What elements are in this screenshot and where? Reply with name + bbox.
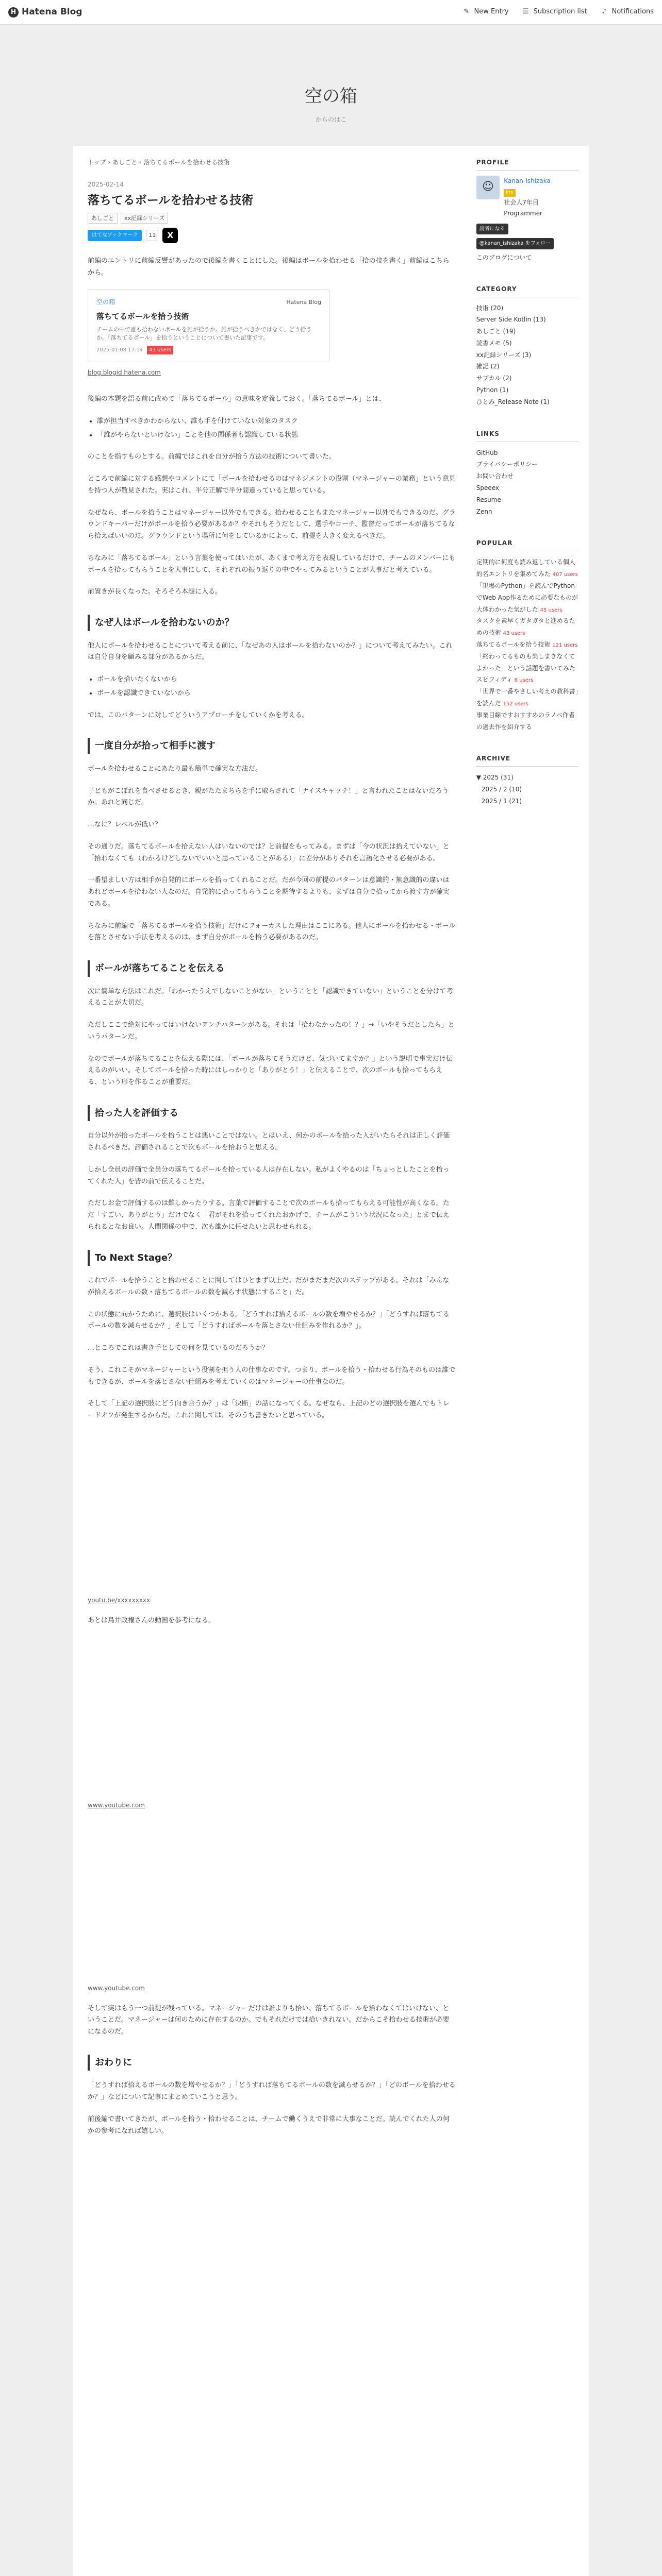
about-link[interactable]: このブログについて [476, 253, 532, 261]
category-link[interactable]: Server Side Kotlin (13) [476, 316, 546, 324]
paragraph: 前後編で書いてきたが、ボールを拾う・拾わせることは、チームで働くうえで非常に大事なことだ。読んでくれた人の何かの参考になれば嬉しい。 [88, 2115, 450, 2135]
archive-section [476, 753, 578, 807]
section-heading: ボールが落ちてることを伝える [88, 960, 456, 977]
new-entry-label: New Entry [474, 8, 509, 16]
blog-card-embed[interactable] [88, 289, 330, 362]
subscription-label: Subscription list [533, 8, 587, 16]
x-follow-button[interactable]: @kanan_ishizaka をフォロー [476, 238, 554, 249]
category-link[interactable]: ひとみ_Release Note (1) [476, 398, 550, 405]
external-link[interactable]: Resume [476, 496, 501, 503]
sidebar [476, 157, 578, 2576]
video-embed-placeholder[interactable] [88, 1432, 456, 1587]
bookmark-count[interactable]: 11 [146, 230, 158, 241]
paragraph: なぜなら、ボールを拾うことはマネージャー以外でもできる。拾わせることもまたマネージャー以外でもできるのだ。グラウンドキーパーだけがボールを拾う必要があるか？やそれもそうだとして、選手やコーチ、監督だってボールが落ちてるなら拾えばいいのだ。グラウンドという場所に何をしているかによって、前提を大きく変えるべきだ。 [88, 509, 456, 540]
links-heading: LINKS [476, 429, 578, 442]
users-badge[interactable]: 43 users [503, 631, 525, 637]
popular-entry[interactable] [476, 615, 578, 639]
hatena-bookmark-button[interactable]: はてなブックマーク [88, 230, 142, 241]
paragraph: そして実はもう一つ前提が残っている。マネージャーだけは誰よりも拾い、落ちてるボールを拾わなくてはいけない、ということだ。マネージャーは何のために存在するのか。でもそれだけでは拾いきれない。だからこそ拾わせる技術が必要になるのだ。 [88, 2004, 450, 2036]
embed-author[interactable]: 空の箱 [96, 298, 115, 306]
external-link[interactable]: Speeex [476, 484, 500, 492]
users-badge[interactable]: 6 users [514, 677, 534, 684]
page-container [73, 146, 589, 2576]
category-link[interactable]: あしごと (19) [476, 328, 516, 335]
definition-list [97, 416, 456, 442]
video-embed-placeholder[interactable] [88, 1820, 456, 1975]
paragraph: その通りだ。落ちてるボールを拾えない人はいないのでは？と前提をもってみる。まずは「今の状況は拾えていない」と「拾わなくても（わかるけどしないでいいと思っていることがある）」に差分がありそれを言語化させる必要がある。 [88, 842, 450, 862]
paragraph: しかし全員の評価で全員分の落ちてるボールを拾っている人は存在しない。私がよくやるのは「ちょっとしたことを拾ってくれた人」を皆の前で伝えることだ。 [88, 1165, 450, 1185]
embed-date: 2025-01-08 17:14 [96, 347, 143, 353]
paragraph: この状態に向かうために、選択肢はいくつかある。「どうすれば拾えるボールの数を増やせるか？」「どうすれば落ちてるボールの数を減らせるか？」そして「どうすればボールを落とさない仕組みを作れるか？」。 [88, 1310, 450, 1330]
blog-subtitle: からのはこ [315, 115, 346, 123]
category-link[interactable]: 読書メモ (5) [476, 339, 512, 347]
section-heading: To Next Stage？ [88, 1250, 456, 1266]
article [88, 157, 456, 2576]
paragraph: ただしお金で評価するのは難しかったりする。言葉で評価することで次のボールも拾ってもらえる可能性が高くなる。ただ「すごい、ありがとう」だけでなく「君がそれを拾ってくれたおかげで、チームがこういう状況になった」とまで伝えられるとなお良い。人間関係の中で、次も誰かに任せたいと思わせられる。 [88, 1199, 450, 1231]
blog-title[interactable]: 空の箱 [305, 86, 357, 107]
post-title[interactable]: 落ちてるボールを拾わせる技術 [88, 193, 254, 207]
subscription-list-button[interactable] [521, 6, 587, 18]
brand-label: Hatena Blog [22, 6, 82, 17]
external-link[interactable]: GitHub [476, 449, 498, 456]
post-date[interactable]: 2025-02-14 [88, 180, 124, 188]
pro-badge: Pro [504, 189, 515, 197]
paragraph: 子どもがこぼれを食べさせるとき、親がたたまちらを手に取らされて「ナイスキャッチ！」と言われたことはないだろうか。あれと同じだ。 [88, 787, 449, 807]
paragraph: そして「上記の選択肢にどう向き合うか？」は「決断」の話になってくる。なぜなら、上記のどの選択肢を選んでもトレードオフが発生するからだ。これに関しては、そのうち書きたいと思っている。 [88, 1400, 450, 1420]
paragraph: ただしここで絶対にやってはいけないアンチパターンがある。それは「拾わなかったの！？」→「いやそうだとしたら」というパターンだ。 [88, 1021, 455, 1041]
popular-title[interactable]: 「現場のPython」を読んでPythonでWeb App作るために必要なものが大体わかった気がした [476, 582, 578, 613]
paragraph: なのでボールが落ちてることを伝える際には、「ボールが落ちてそうだけど、気づいてますか？」という説明で事実だけ伝えるのがいい。そしてボールを拾った時にはしっかりと「ありがとう！」と伝えることで、次のボールも拾ってもらえる、という形を作ることが重要だ。 [88, 1055, 453, 1087]
video-embed-placeholder[interactable] [88, 1637, 456, 1792]
archive-month[interactable]: 2025 / 2 (10) [481, 786, 522, 793]
paragraph: …ところでこれは書き手としての何を見ているのだろうか？ [88, 1344, 269, 1352]
hatena-blog-label: Hatena Blog [286, 299, 321, 306]
popular-entry[interactable] [476, 639, 578, 651]
subscribe-button[interactable]: 読者になる [476, 224, 508, 235]
x-share-icon[interactable]: X [162, 228, 178, 243]
popular-title[interactable]: 落ちてるボールを拾う技術 [476, 641, 551, 649]
popular-entry[interactable] [476, 556, 578, 580]
archive-heading: ARCHIVE [476, 753, 578, 767]
paragraph: ちなみに「落ちてるボール」という言葉を使ってはいたが、あくまで考え方を表現しているだけで、チームのメンバーにもボールを拾ってもらうことを大事にして、それぞれの振り返りの中でやってみるということが大事だと考えている。 [88, 554, 456, 574]
paragraph: 前置きが長くなった。そろそろ本題に入る。 [88, 588, 222, 596]
users-badge[interactable]: 407 users [552, 572, 578, 578]
embed-description: チームの中で誰も拾わないボールを誰が拾うか。誰が拾うべきかではなく、どう拾うか。「落ちてるボール」を拾うということについて書いた記事です。 [96, 326, 312, 342]
popular-title[interactable]: タスクを素早くガタガタと進めるための技術 [476, 617, 575, 637]
profile-bio: 社会人7年目 Programmer [504, 198, 542, 217]
breadcrumb[interactable]: トップ › あしごと › 落ちてるボールを拾わせる技術 [88, 158, 230, 166]
popular-entry[interactable] [476, 686, 578, 709]
external-link[interactable]: プライバシーポリシー [476, 461, 538, 468]
hatena-logo-icon: H [8, 7, 19, 18]
paragraph: 後編の本題を語る前に改めて「落ちてるボール」の意味を定義しておく。「落ちてるボール」とは、 [88, 395, 386, 403]
archive-month[interactable]: 2025 / 1 (21) [481, 798, 522, 805]
category-link[interactable]: サブカル (2) [476, 375, 512, 382]
blog-header [0, 25, 662, 146]
archive-year[interactable]: ▼ 2025 (31) [476, 774, 514, 782]
paragraph: ボールを拾わせることにあたり最も簡単で確実な方法だ。 [88, 765, 262, 773]
profile-section [476, 157, 578, 263]
list-item: • ボールを拾いたくないから [97, 674, 456, 686]
profile-name[interactable]: Kanan-Ishizaka [504, 177, 551, 184]
paragraph: 他人にボールを拾わせることについて考える前に、「なぜあの人はボールを拾わないのか？」について考えてみたい。これは自分自身を顧みる部分があるからだ。 [88, 641, 453, 662]
section-heading: 一度自分が拾って相手に渡す [88, 738, 456, 754]
avatar[interactable]: ☺ [476, 176, 500, 199]
post-categories [88, 213, 456, 224]
popular-entry[interactable] [476, 651, 578, 686]
paragraph: 「どうすれば拾えるボールの数を増やせるか？」「どうすれば落ちてるボールの数を減らせるか？」「どのボールを拾わせるか？」などについて記事にまとめていこうと思う。 [88, 2081, 456, 2102]
embed-title[interactable]: 落ちてるボールを拾う技術 [96, 312, 189, 321]
popular-entry[interactable] [476, 709, 578, 733]
category-section [476, 284, 578, 408]
paragraph: あとは鳥井政権さんの動画を参考になる。 [88, 1616, 216, 1624]
category-link[interactable]: 技術 (20) [476, 304, 504, 312]
paragraph: 次に簡単な方法はこれだ。「わかったうえでしないことがない」ということと「認識できていない」ということを分けて考えることが大切だ。 [88, 987, 453, 1007]
paragraph: ちなみに前編で「落ちてるボールを拾う技術」だけにフォーカスした理由はここにある。他人にボールを拾わせる・ボールを落とさせない手法を考えるのは、まず自分がボールを拾う必要があるのだ。 [88, 922, 456, 942]
notifications-button[interactable] [600, 6, 654, 18]
list-item: • 「誰がやらないといけない」ことを他の関係者も認識している状態 [97, 430, 456, 442]
paragraph: 前編のエントリに前編反響があったので後編を書くことにした。後編はボールを拾わせる「拾の技を書く」前編はこちらから。 [88, 257, 450, 277]
paragraph: そう、これこそがマネージャーという役割を担う人の仕事なのです。つまり、ボールを拾う・拾わせる行為そのものは誰でもできるが、ボールを落とさない仕組みを考えていくのはマネージャーの仕事なのだ。 [88, 1366, 456, 1386]
video-link[interactable]: youtu.be/xxxxxxxxx [88, 1596, 151, 1604]
section-heading: 拾った人を評価する [88, 1105, 456, 1122]
popular-title[interactable]: 事業目線ですおすすめのラノベ作者の過去作を紹介する [476, 711, 575, 731]
category-link[interactable]: xx記録シリーズ (3) [476, 351, 532, 359]
video-link[interactable]: www.youtube.com [88, 1801, 145, 1809]
users-badge[interactable]: 45 users [540, 607, 562, 613]
video-link[interactable]: www.youtube.com [88, 1984, 145, 1992]
list-item: • ボールを認識できていないから [97, 688, 456, 700]
share-bar [88, 228, 456, 243]
external-link[interactable]: お問い合わせ [476, 472, 514, 480]
users-badge[interactable]: 121 users [552, 642, 578, 649]
notifications-label: Notifications [611, 8, 654, 16]
paragraph: これでボールを拾うことと拾わせることに関してはひとまず以上だ。だがまだまだ次のステップがある。それは「みんなが拾えるボールの数・落ちてるボールの数を減らす状態にすること」だ。 [88, 1277, 450, 1296]
section-heading: なぜ人はボールを拾わないのか？ [88, 615, 456, 631]
users-badge[interactable]: 152 users [503, 701, 528, 707]
category-tag[interactable]: xx記録シリーズ [121, 213, 168, 224]
category-heading: CATEGORY [476, 284, 578, 297]
hatena-brand[interactable] [8, 5, 82, 20]
section-heading: おわりに [88, 2055, 456, 2071]
popular-section [476, 538, 578, 733]
list-item: • 誰が担当すべきかわからない、誰も手を付けていない対象のタスク [97, 416, 456, 428]
pencil-icon: ✎ [464, 8, 469, 16]
new-entry-button[interactable] [462, 6, 509, 18]
popular-title[interactable]: 定期的に何度も読み返している個人的名エントリを集めてみた [476, 558, 575, 578]
paragraph: 一番望ましい方は相手が自発的にボールを拾ってくれることだ。だが今回の前提のパターンは意識的・無意識的の違いはあれどボールを拾わない人なのだ。自発的に拾ってもらうことを期待するよりも、まずは自分で拾ってから渡す方が確実である。 [88, 876, 450, 908]
paragraph: では、このパターンに対してどういうアプローチをしていくかを考える。 [88, 711, 309, 719]
paragraph: …なに？レベルが低い？ [88, 821, 162, 829]
reason-list [97, 674, 456, 700]
bell-icon: ♪ [602, 8, 606, 16]
category-link[interactable]: 雑記 (2) [476, 363, 500, 370]
category-link[interactable]: Python (1) [476, 386, 509, 394]
paragraph: ところで前編に対する感想やコメントにて「ボールを拾わせるのはマネジメントの役割（マネージャーの業務」という意見を持つ人が散見された。実はこれ、半分正解で半分間違っていると思っている。 [88, 475, 456, 495]
paragraph: のことを指すものとする。前編ではこれを自分が拾う方法の技術について書いた。 [88, 453, 336, 461]
links-section [476, 429, 578, 518]
category-tag[interactable]: あしごと [88, 213, 118, 224]
popular-title[interactable]: 「世界で一番やさしい考えの教科書」を読んだ [476, 688, 578, 707]
popular-title[interactable]: 「終わってるものも楽しまきなくてよかった」という話題を書いてみたスピフィディ [476, 652, 575, 684]
embed-users-badge[interactable]: 43 users [147, 346, 173, 355]
profile-heading: PROFILE [476, 157, 578, 171]
external-link[interactable]: Zenn [476, 507, 492, 515]
popular-heading: POPULAR [476, 538, 578, 551]
embed-source-link[interactable]: blog.blogid.hatena.com [88, 369, 161, 377]
popular-entry[interactable] [476, 580, 578, 615]
paragraph: 自分以外が拾ったボールを拾うことは悪いことではない。とはいえ、何かのボールを拾った人がいたらそれは正しく評価されるべきだ。評価されることで次もボールを拾おうと思える。 [88, 1132, 450, 1152]
list-icon: ☰ [522, 8, 529, 16]
top-navbar [0, 0, 662, 25]
